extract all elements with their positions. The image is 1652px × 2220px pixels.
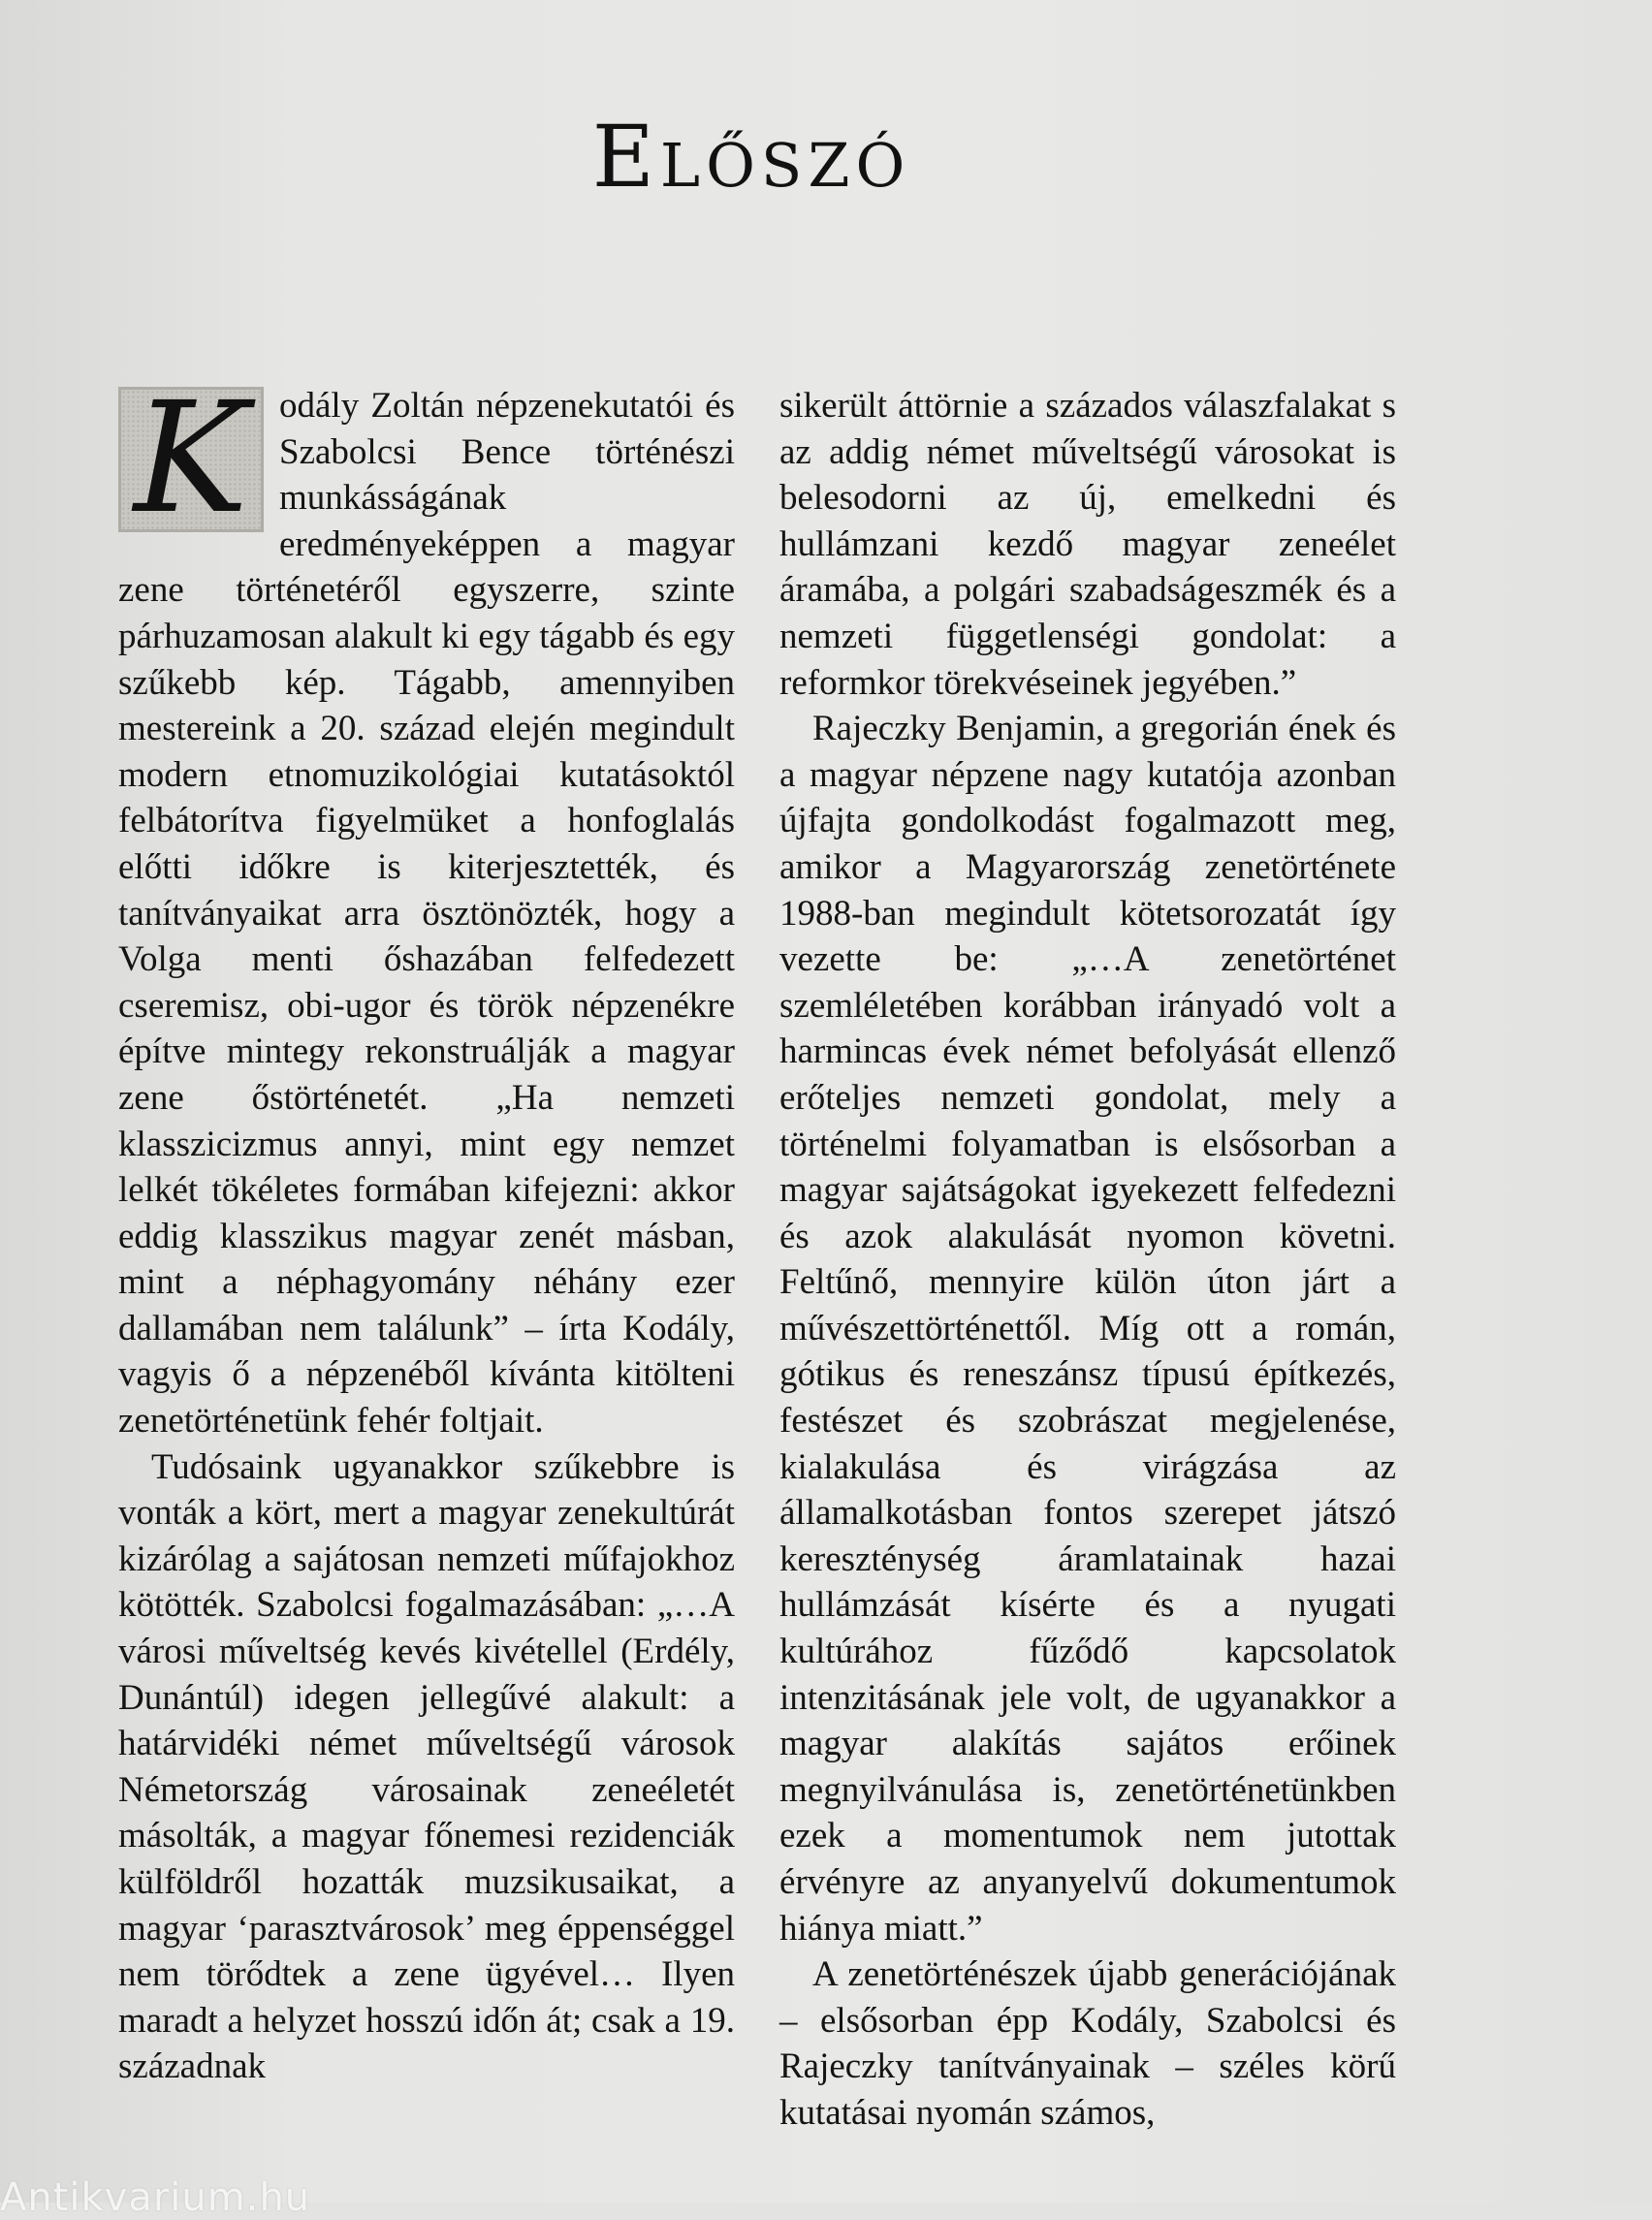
paragraph-3: sikerült áttörnie a százados válaszfalakat s az addig német műveltségű városokat is belesodorni az új, emelkedni és hullámzani kezdő magyar zeneélet áramába, a polgári szabadságeszmék és a nemzeti függetlenségi gondolat: a reformkor törekvéseinek jegyében.” bbox=[779, 386, 1396, 703]
drop-cap-letter: K bbox=[133, 369, 249, 548]
right-column bbox=[779, 383, 1396, 2137]
paragraph-4: Rajeczky Benjamin, a gregorián ének és a magyar népzene nagy kutatója azonban újfajta gondolkodást fogalmazott meg, amikor a Magyarország zenetörténete 1988-ban megindult kötetsorozatát így vezette be: „…A zenetörténet szemléletében korábban irányadó volt a harmincas évek német befolyását ellenző erőteljes nemzeti gondolat, mely a történelmi folyamatban is elsősorban a magyar sajátságokat igyekezett felfedezni és azok alakulását nyomon követni. Feltűnő, mennyire külön úton járt a művészettörténettől. Míg ott a román, gótikus és reneszánsz típusú építkezés, festészet és szobrászat megjelenése, kialakulása és virágzása az államalkotásban fontos szerepet játszó kereszténység áramlatainak hazai hullámzását kísérte és a nyugati kultúrához fűződő kapcsolatok intenzitásának jele volt, de ugyanakkor a magyar alakítás sajátos erőinek megnyilvánulása is, zenetörténetünkben ezek a momentumok nem jutottak érvényre az anyanyelvű dokumentumok hiánya miatt.” bbox=[779, 709, 1396, 1949]
paragraph-1-text: odály Zoltán népzenekutatói és Szabolcsi Bence történészi munkásságának eredményeképpen a magyar zene történetéről egyszerre, szinte párhuzamosan alakult ki egy tágabb és egy szűkebb kép. Tágabb, amennyiben mestereink a 20. század elején megindult modern etnomuzikológiai kutatásoktól felbátorítva figyelmüket a honfoglalás előtti időkre is kiterjesztették, és tanítványaikat arra ösztönözték, hogy a Volga menti őshazában felfedezett cseremisz, obi-ugor és török népzenékre építve mintegy rekonstruálják a magyar zene őstörténetét. „Ha nemzeti klasszicizmus annyi, mint egy nemzet lelkét tökéletes formában kifejezni: akkor eddig klasszikus magyar zenét másban, mint a néphagyomány néhány ezer dallamában nem találunk” – írta Kodály, vagyis ő a népzenéből kívánta kitölteni zenetörténetünk fehér foltjait. bbox=[118, 386, 735, 1442]
paragraph-5: A zenetörténészek újabb generációjának – elsősorban épp Kodály, Szabolcsi és Rajeczky tanítványainak – széles körű kutatásai nyomán számos, bbox=[779, 1954, 1396, 2133]
watermark: Antikvarium.hu bbox=[0, 2175, 311, 2220]
paragraph-1 bbox=[118, 369, 735, 1444]
left-column bbox=[118, 369, 735, 2090]
paragraph-2: Tudósaink ugyanakkor szűkebbre is vonták a kört, mert a magyar zenekultúrát kizárólag a sajátosan nemzeti műfajokhoz kötötték. Szabolcsi fogalmazásában: „…A városi műveltség kevés kivétellel (Erdély, Dunántúl) idegen jellegűvé alakult: a határvidéki német műveltségű városok Németország városainak zeneéletét másolták, a magyar főnemesi rezidenciák külföldről hozatták muzsikusaikat, a magyar ‘parasztvárosok’ meg éppenséggel nem törődtek a zene ügyével… Ilyen maradt a helyzet hosszú időn át; csak a 19. századnak bbox=[118, 1446, 735, 2087]
page-title: Előszó bbox=[591, 107, 911, 206]
drop-cap bbox=[118, 369, 264, 548]
